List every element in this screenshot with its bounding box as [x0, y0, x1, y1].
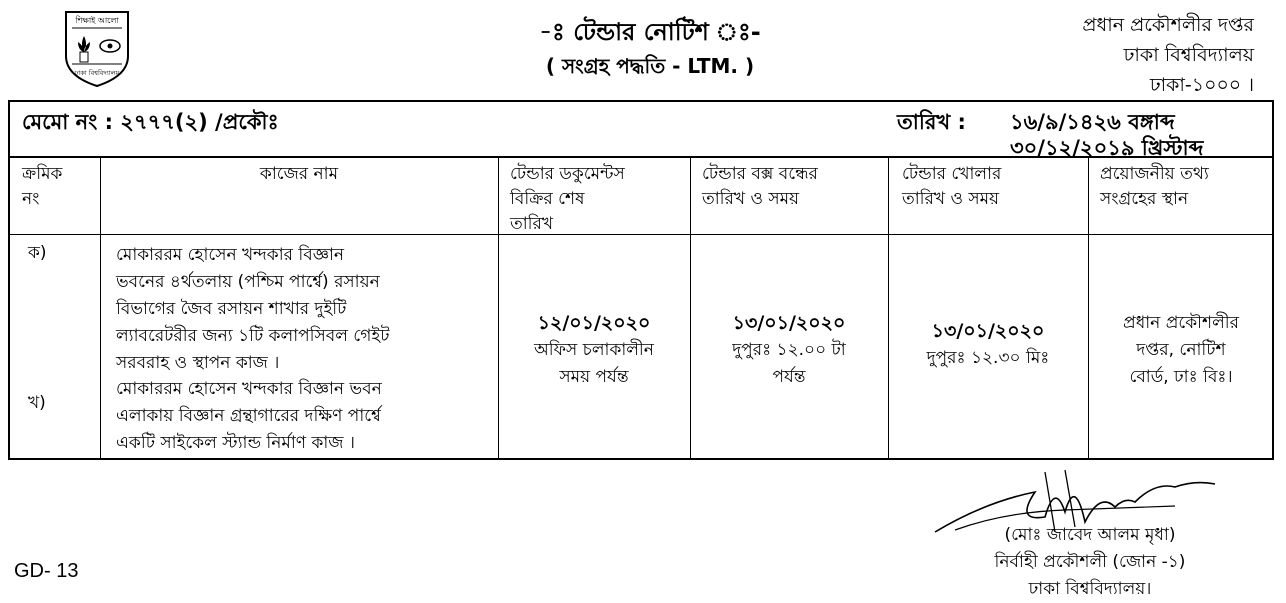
logo-caption: ঢাকা বিশ্ববিদ্যালয়: [74, 69, 120, 77]
table-divider: [888, 158, 889, 460]
signer-title: নির্বাহী প্রকৌশলী (জোন -১): [994, 552, 1186, 572]
signatory-block: [940, 522, 1240, 603]
row-serial-2: খ): [28, 393, 46, 413]
date-bangla: ১৬/৯/১৪২৬ বঙ্গাব্দ: [1010, 110, 1175, 134]
office-university: ঢাকা বিশ্ববিদ্যালয়: [1123, 44, 1254, 66]
header-work-name: কাজের নাম: [259, 164, 339, 184]
office-city: ঢাকা-১০০০ ।: [1149, 74, 1254, 96]
logo-motto: শিক্ষাই আলো: [75, 16, 119, 25]
university-logo: [58, 6, 136, 90]
header-box-close: টেন্ডার বক্স বন্ধের তারিখ ও সময়: [702, 164, 818, 209]
table-divider: [100, 158, 101, 460]
header-opening: টেন্ডার খোলার তারিখ ও সময়: [902, 164, 1002, 209]
memo-number: মেমো নং : ২৭৭৭(২) /প্রকৌঃ: [22, 110, 279, 134]
row-serial-1: ক): [28, 243, 47, 263]
work-name-1: মোকাররম হোসেন খন্দকার বিজ্ঞান ভবনের ৪র্থতলায় (পশ্চিম পার্শ্বে) রসায়ন বিভাগের জৈব রসায়ন শাখার দুইটি ল্যাবরেটরীর জন্য ১টি কলাপসিবল গেইট সরবরাহ ও স্থাপন কাজ ।: [116, 245, 390, 373]
signer-organization: ঢাকা বিশ্ববিদ্যালয়।: [1028, 579, 1152, 599]
header-doc-sale: টেন্ডার ডকুমেন্টস বিক্রির শেষ তারিখ: [510, 164, 625, 234]
doc-sale-deadline: ১২/০১/২০২০ অফিস চলাকালীন সময় পর্যন্ত: [534, 312, 654, 387]
form-code: GD- 13: [14, 560, 79, 582]
procurement-method: ( সংগ্রহ পদ্ধতি - LTM. ): [545, 54, 755, 78]
table-divider: [1088, 158, 1089, 460]
office-name: প্রধান প্রকৌশলীর দপ্তর: [1082, 14, 1254, 36]
info-place: প্রধান প্রকৌশলীর দপ্তর, নোটিশ বোর্ড, ঢাঃ বিঃ।: [1123, 313, 1239, 387]
header-info-place: প্রয়োজনীয় তথ্য সংগ্রহের স্থান: [1100, 164, 1209, 209]
signer-name: (মোঃ জাবেদ আলম মৃধা): [1004, 525, 1176, 545]
office-address: [1082, 10, 1254, 100]
box-close-time: ১৩/০১/২০২০ দুপুরঃ ১২.০০ টা পর্যন্ত: [732, 312, 846, 387]
notice-title: -ঃ টেন্ডার নোটিশ ঃ-: [539, 18, 761, 46]
date-label: তারিখ :: [897, 110, 966, 134]
table-divider: [690, 158, 691, 460]
work-name-2: মোকাররম হোসেন খন্দকার বিজ্ঞান ভবন এলাকায় বিজ্ঞান গ্রন্থাগারের দক্ষিণ পার্শ্বে একটি সাইকেল স্ট্যান্ড নির্মাণ কাজ ।: [116, 379, 382, 453]
opening-time: ১৩/০১/২০২০ দুপুরঃ ১২.৩০ মিঃ: [926, 320, 1050, 368]
date-english: ৩০/১২/২০১৯ খ্রিস্টাব্দ: [1010, 136, 1204, 160]
table-divider: [498, 158, 499, 460]
header-divider: [8, 234, 1274, 235]
header-serial: ক্রমিক নং: [22, 164, 63, 209]
